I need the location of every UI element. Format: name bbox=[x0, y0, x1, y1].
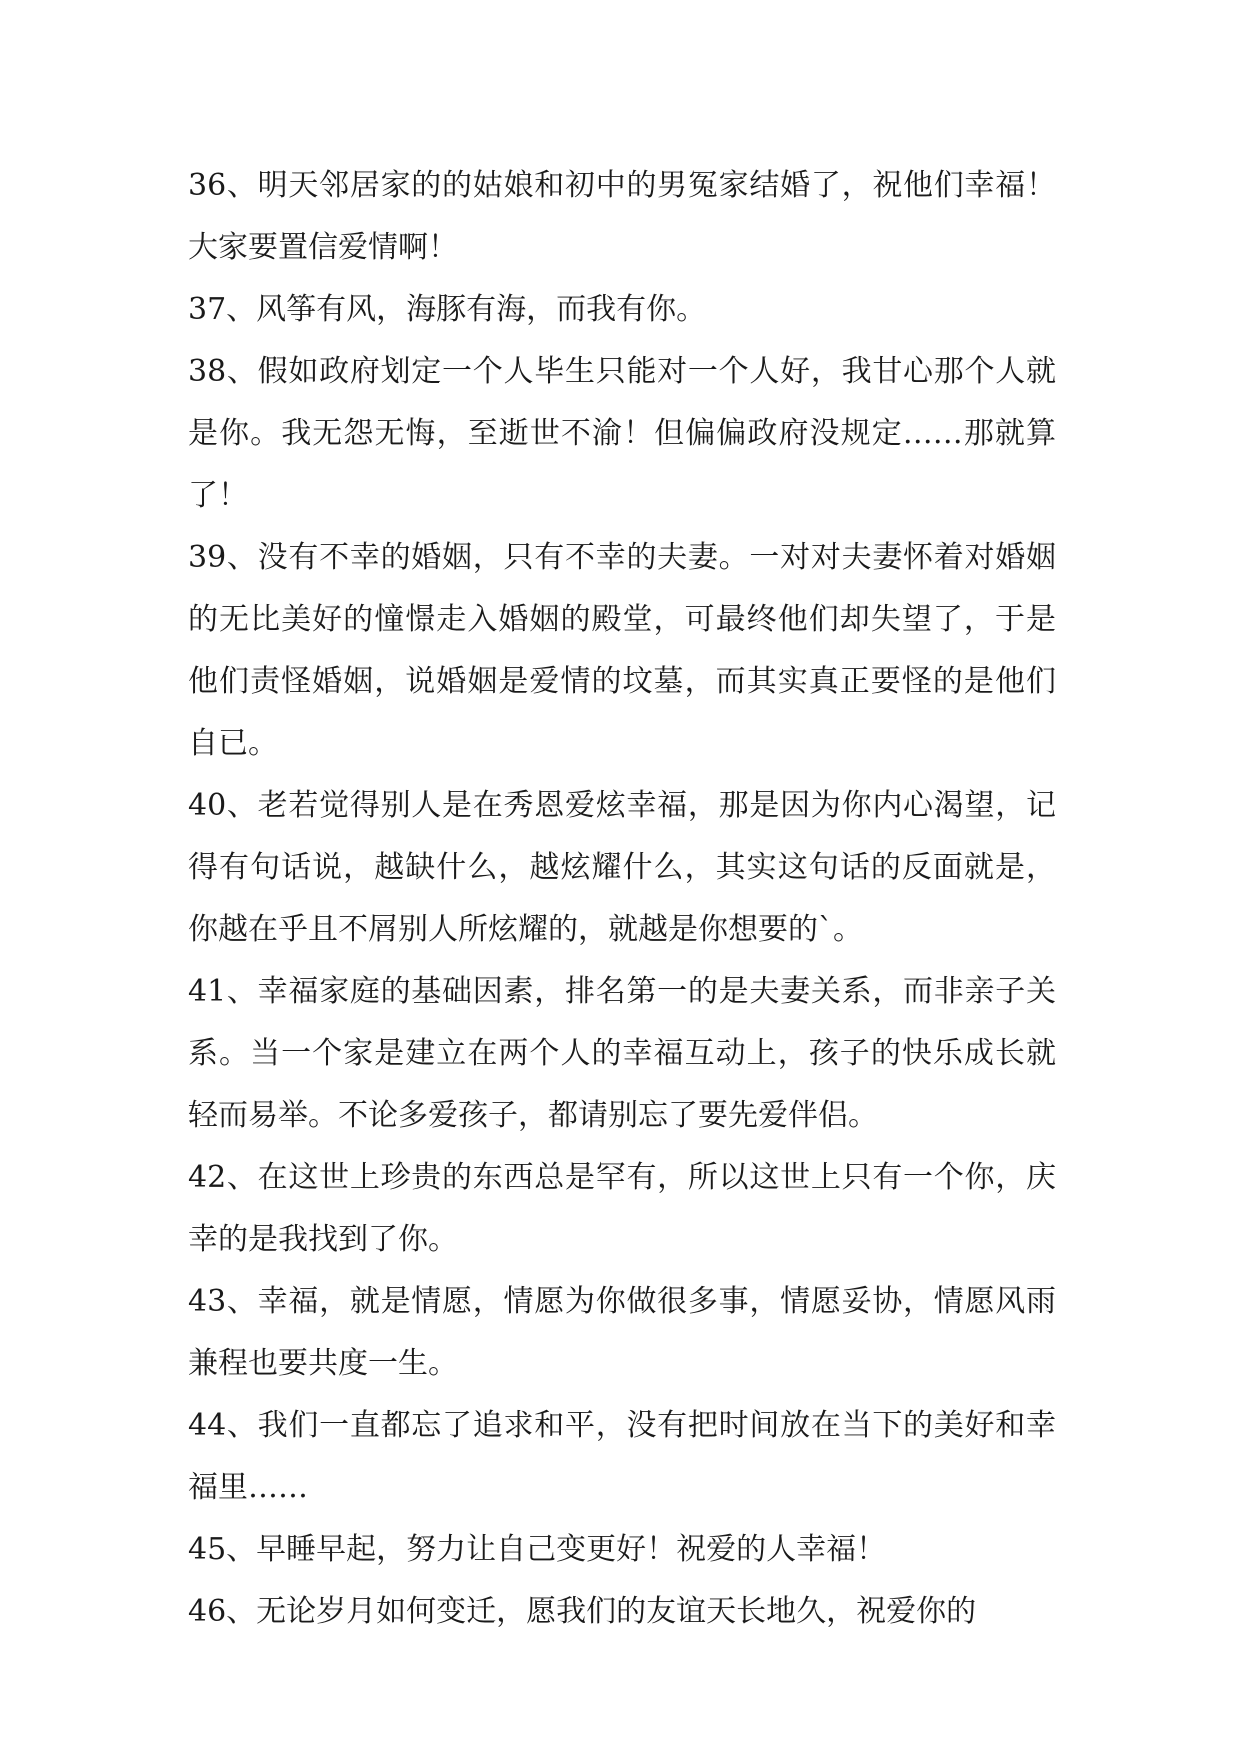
paragraph-41: 41、幸福家庭的基础因素，排名第一的是夫妻关系，而非亲子关系。当一个家是建立在两个人的幸福互动上，孩子的快乐成长就轻而易举。不论多爱孩子，都请别忘了要先爱伴侣。 bbox=[188, 974, 1056, 1133]
paragraph-36: 36、明天邻居家的的姑娘和初中的男冤家结婚了，祝他们幸福！大家要置信爱情啊！ bbox=[188, 168, 1056, 265]
paragraph-37: 37、风筝有风，海豚有海，而我有你。 bbox=[188, 292, 707, 327]
paragraph-46: 46、无论岁月如何变迁，愿我们的友谊天长地久，祝爱你的 bbox=[188, 1594, 977, 1629]
document-body bbox=[188, 155, 1056, 1643]
paragraph-45: 45、早睡早起，努力让自己变更好！祝爱的人幸福！ bbox=[188, 1532, 887, 1567]
paragraph-42: 42、在这世上珍贵的东西总是罕有，所以这世上只有一个你，庆幸的是我找到了你。 bbox=[188, 1160, 1056, 1257]
paragraph-39: 39、没有不幸的婚姻，只有不幸的夫妻。一对对夫妻怀着对婚姻的无比美好的憧憬走入婚姻的殿堂，可最终他们却失望了，于是他们责怪婚姻，说婚姻是爱情的坟墓，而其实真正要怪的是他们自已。 bbox=[188, 540, 1056, 761]
paragraph-44: 44、我们一直都忘了追求和平，没有把时间放在当下的美好和幸福里…… bbox=[188, 1408, 1056, 1505]
paragraph-40: 40、老若觉得别人是在秀恩爱炫幸福，那是因为你内心渴望，记得有句话说，越缺什么，越炫耀什么，其实这句话的反面就是，你越在乎且不屑别人所炫耀的，就越是你想要的`。 bbox=[188, 788, 1056, 947]
paragraph-38: 38、假如政府划定一个人毕生只能对一个人好，我甘心那个人就是你。我无怨无悔，至逝世不渝！但偏偏政府没规定……那就算了！ bbox=[188, 354, 1056, 513]
paragraph-43: 43、幸福，就是情愿，情愿为你做很多事，情愿妥协，情愿风雨兼程也要共度一生。 bbox=[188, 1284, 1056, 1381]
